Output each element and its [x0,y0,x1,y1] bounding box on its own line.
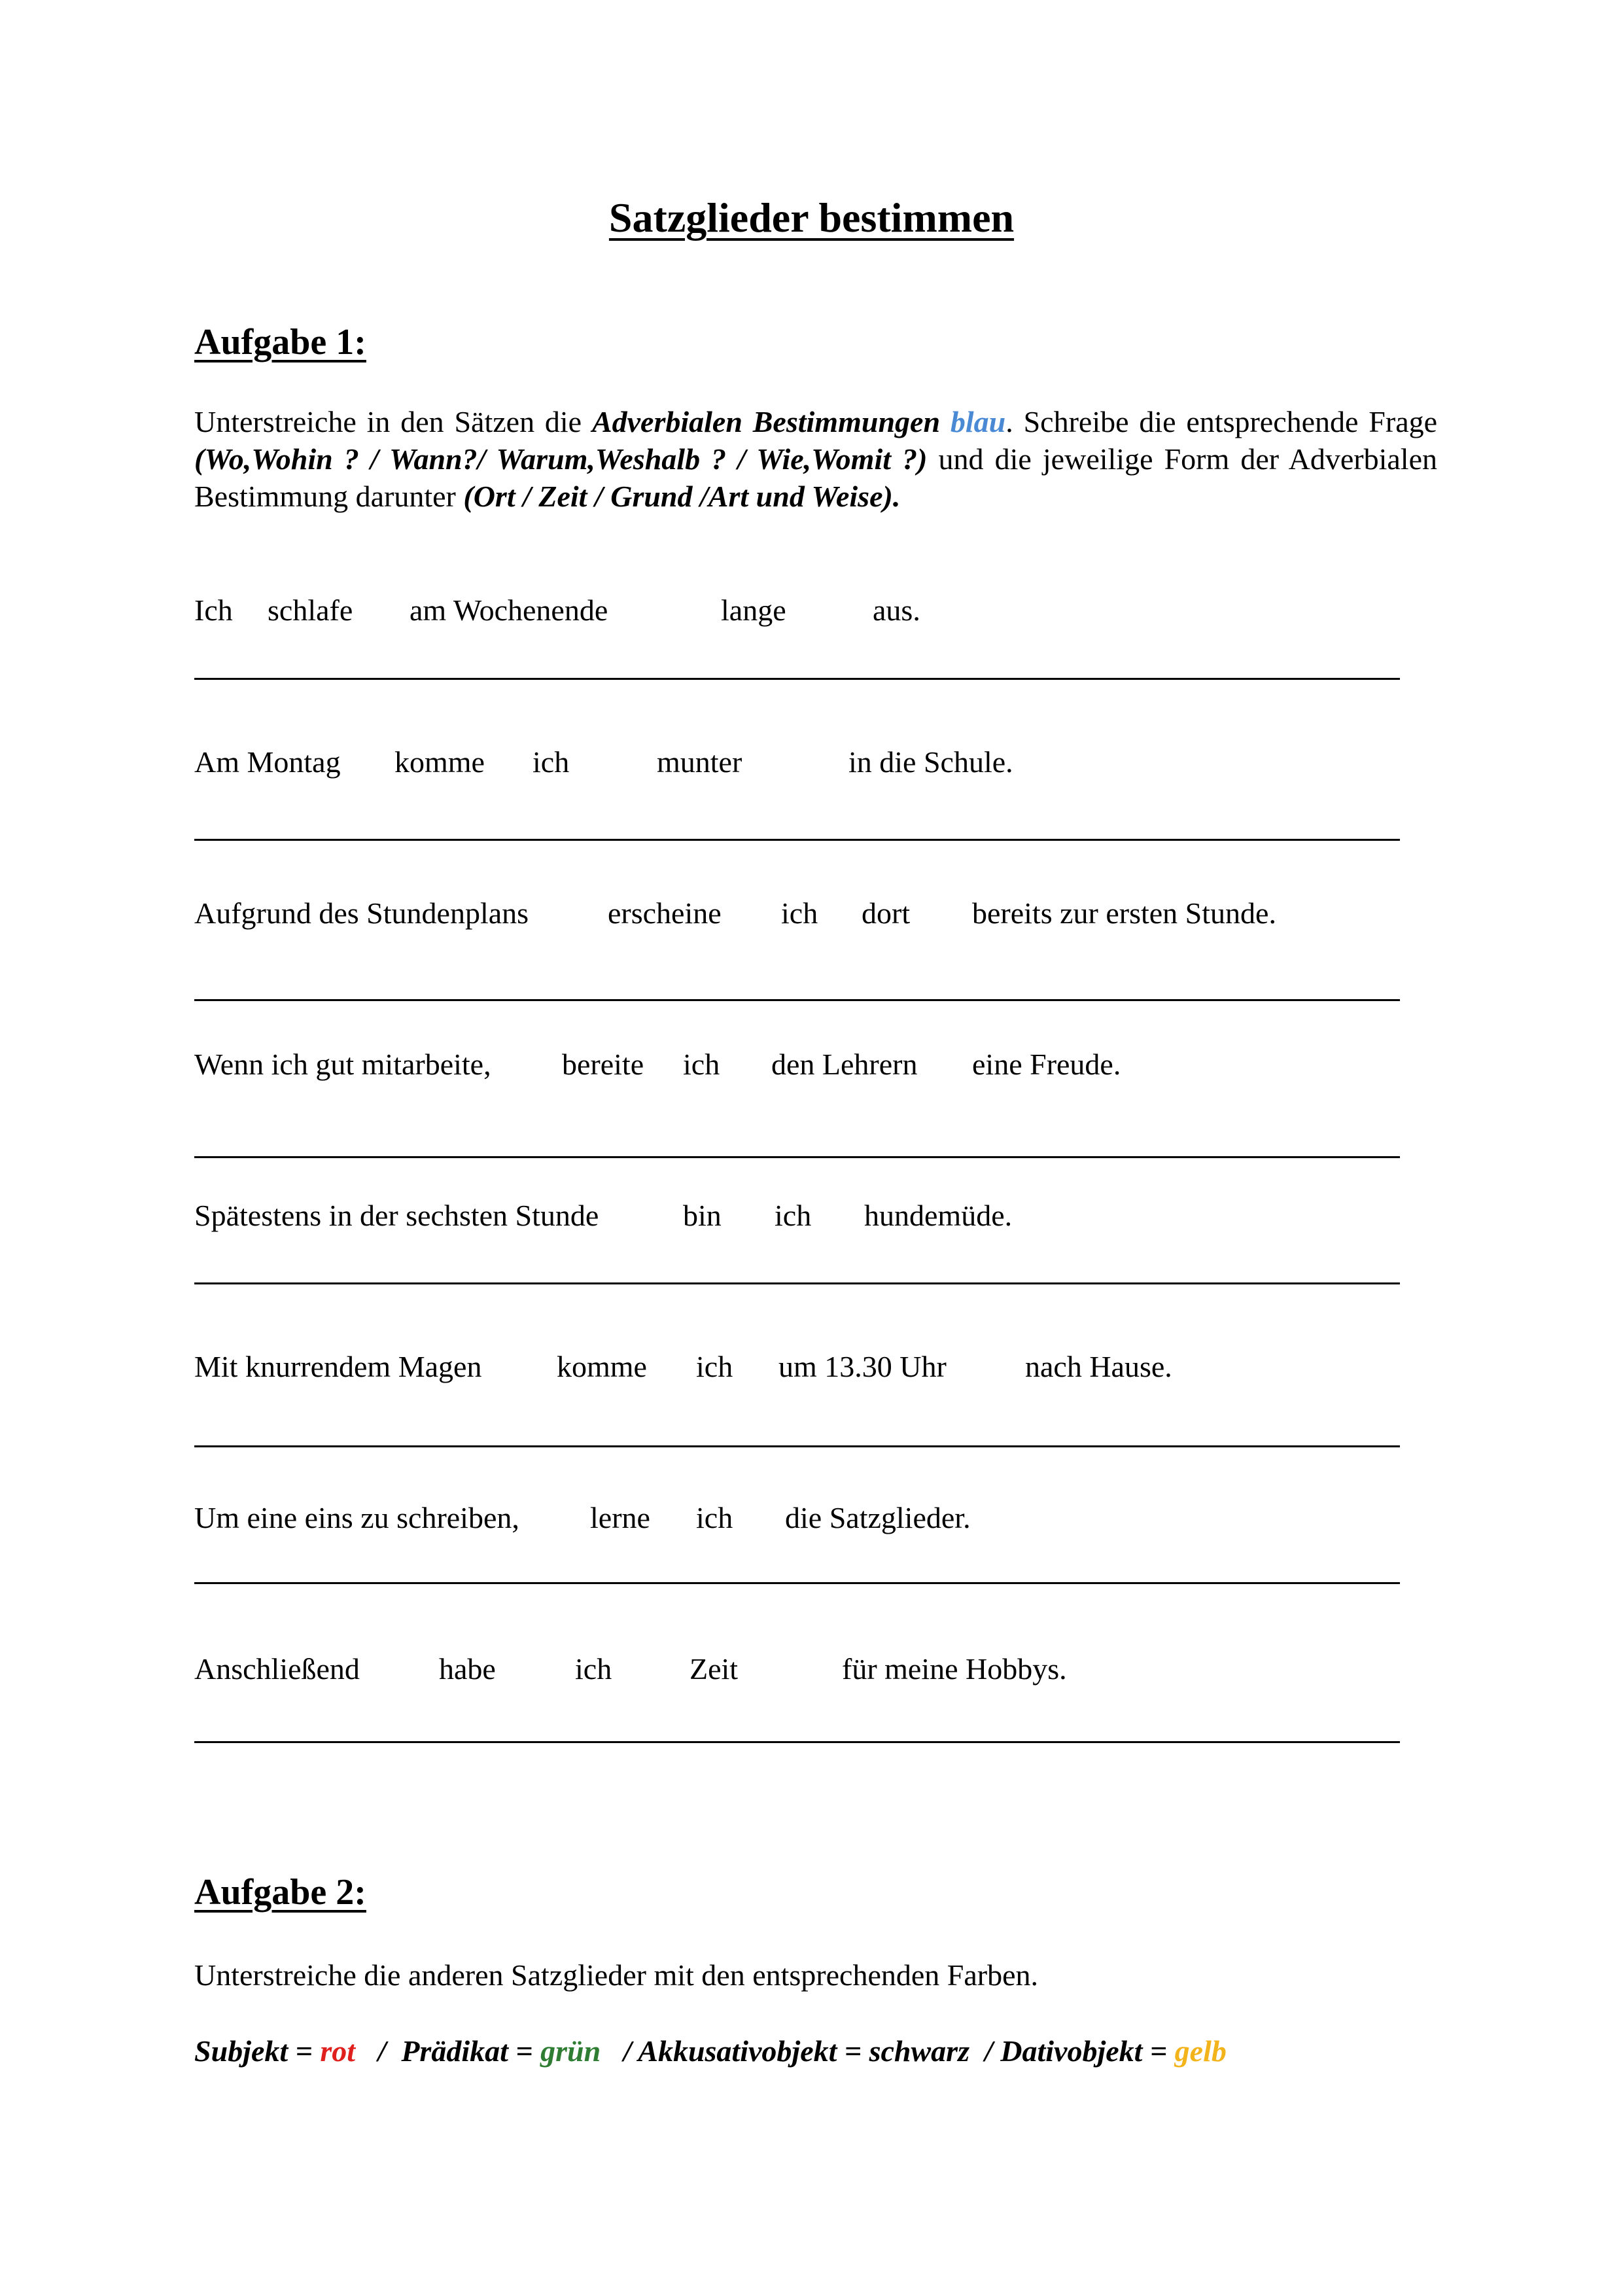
sentence-2-word-4: munter [657,745,742,779]
task1-instr-forms: (Ort / Zeit / Grund /Art und Weise). [463,480,901,513]
sentence-6-word-5: nach Hause. [1025,1350,1172,1383]
sentence-8 [194,1650,1437,1689]
legend-separator-1: / [355,2034,402,2068]
answer-line-6[interactable] [194,1445,1400,1447]
sentence-1-word-5: aus. [873,593,920,627]
sentence-4-word-2: bereite [562,1048,644,1081]
legend-gruen: grün [540,2034,601,2068]
task2-heading: Aufgabe 2: [194,1872,366,1913]
sentence-7-word-4: die Satzglieder. [785,1501,971,1534]
sentence-6-word-1: Mit knurrendem Magen [194,1350,482,1383]
answer-line-1[interactable] [194,678,1400,680]
task1-instr-blau: blau [950,405,1006,438]
sentence-4-word-1: Wenn ich gut mitarbeite, [194,1048,491,1081]
legend-separator-2: / [601,2034,638,2068]
legend-subjekt-label: Subjekt = [194,2034,321,2068]
sentence-3-word-3: ich [781,896,818,930]
sentence-7 [194,1498,1437,1538]
answer-line-2[interactable] [194,839,1400,841]
sentence-3-word-5: bereits zur ersten Stunde. [972,896,1276,930]
task2-instruction: Unterstreiche die anderen Satzglieder mit den entsprechenden Farben. [194,1958,1039,1992]
sentence-1-word-1: Ich [194,593,233,627]
answer-line-4[interactable] [194,1156,1400,1158]
sentence-2-word-3: ich [532,745,570,779]
sentence-4-word-3: ich [683,1048,720,1081]
sentence-2 [194,743,1437,782]
sentence-6-word-3: ich [696,1350,733,1383]
sentence-7-word-2: lerne [590,1501,650,1534]
sentence-4-word-5: eine Freude. [972,1048,1121,1081]
legend-gelb: gelb [1174,2034,1227,2068]
task1-instr-adverbial: Adverbialen Bestimmungen [591,405,941,438]
sentence-8-word-1: Anschließend [194,1652,360,1686]
sentence-5-word-3: ich [775,1199,812,1232]
sentence-1 [194,591,1437,630]
task1-heading: Aufgabe 1: [194,322,366,362]
sentence-5-word-2: bin [683,1199,722,1232]
sentence-2-word-2: komme [394,745,485,779]
sentence-1-word-3: am Wochenende [410,593,608,627]
legend-praedikat-label: Prädikat = [401,2034,541,2068]
sentence-6 [194,1347,1437,1386]
sentence-2-word-1: Am Montag [194,745,341,779]
sentence-8-word-2: habe [439,1652,496,1686]
answer-line-5[interactable] [194,1282,1400,1284]
task1-instr-questions: (Wo,Wohin ? / Wann?/ Warum,Weshalb ? / Wie,Womit ?) [194,442,928,476]
answer-line-7[interactable] [194,1582,1400,1584]
legend-rot: rot [320,2034,356,2068]
sentence-5 [194,1196,1437,1235]
task1-instr-part2: . Schreibe die entsprechende Frage [1005,405,1438,438]
answer-line-8[interactable] [194,1741,1400,1743]
task1-instr-part1: Unterstreiche in den Sätzen die [194,405,592,438]
sentence-4 [194,1045,1437,1084]
sentence-4-word-4: den Lehrern [771,1048,918,1081]
sentence-8-word-4: Zeit [689,1652,739,1686]
sentence-3-word-1: Aufgrund des Stundenplans [194,896,529,930]
sentence-7-word-3: ich [696,1501,733,1534]
sentence-3-word-2: erscheine [608,896,722,930]
sentence-5-word-1: Spätestens in der sechsten Stunde [194,1199,599,1232]
color-legend [194,2032,1437,2070]
sentence-1-word-2: schlafe [268,593,353,627]
sentence-3 [194,894,1437,933]
legend-separator-3: / [969,2034,1001,2068]
sentence-8-word-3: ich [575,1652,612,1686]
sentence-2-word-5: in die Schule. [848,745,1013,779]
page-title: Satzglieder bestimmen [608,194,1015,241]
legend-akkusativ: Akkusativobjekt = schwarz [638,2034,969,2068]
sentence-6-word-4: um 13.30 Uhr [778,1350,947,1383]
sentence-1-word-4: lange [721,593,786,627]
task1-instruction [194,403,1437,515]
legend-dativ-label: Dativobjekt = [1000,2034,1175,2068]
answer-line-3[interactable] [194,999,1400,1001]
task1-instr-part3: und die jeweilige Form der Adverbialen Bestimmung darunter [194,442,1437,513]
sentence-8-word-5: für meine Hobbys. [842,1652,1067,1686]
sentence-3-word-4: dort [862,896,911,930]
sentence-6-word-2: komme [557,1350,647,1383]
sentence-7-word-1: Um eine eins zu schreiben, [194,1501,519,1534]
sentence-5-word-4: hundemüde. [864,1199,1013,1232]
